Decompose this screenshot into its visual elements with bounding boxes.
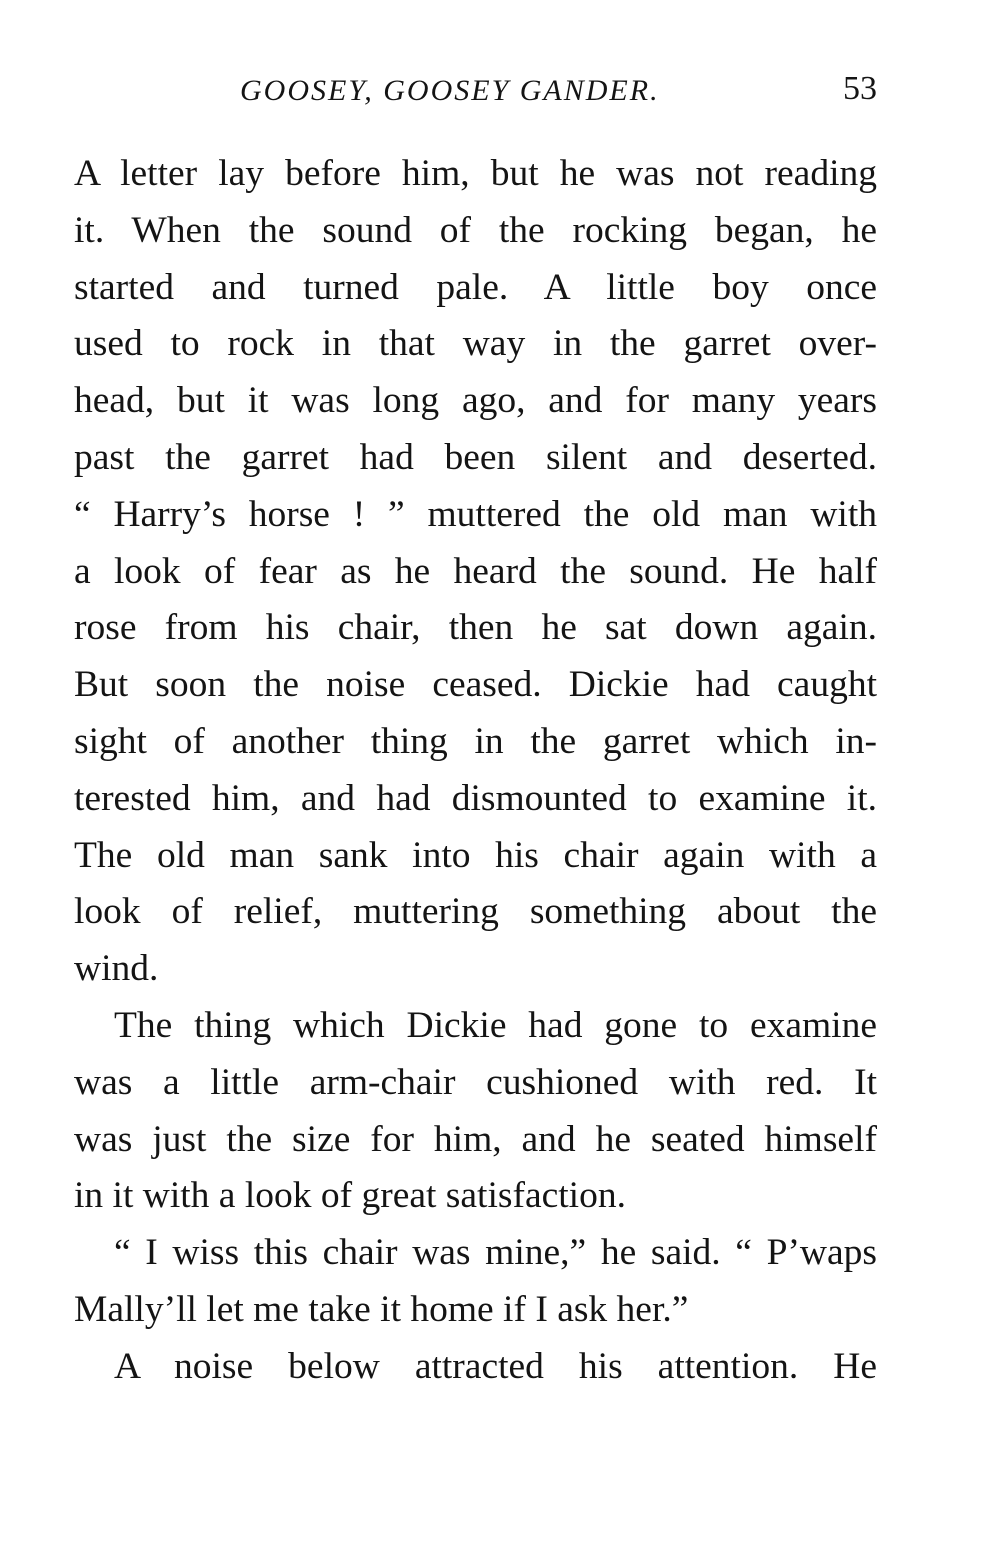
text-line: in it with a look of great satisfaction. — [74, 1175, 626, 1217]
paragraph — [74, 1339, 877, 1396]
text-line: head, but it was long ago, and for many years — [74, 380, 877, 422]
text-line: “ Harry’s horse ! ” muttered the old man with — [74, 493, 877, 535]
text-line: terested him, and had dismounted to examine it. — [74, 777, 877, 819]
text-line: rose from his chair, then he sat down again. — [74, 607, 877, 649]
text-line: used to rock in that way in the garret over- — [74, 323, 877, 365]
text-line: “ I wiss this chair was mine,” he said. “ P’waps — [114, 1232, 877, 1274]
text-line: was just the size for him, and he seated himself — [74, 1118, 877, 1160]
text-line: started and turned pale. A little boy once — [74, 266, 877, 308]
paragraph — [74, 998, 877, 1225]
text-line: But soon the noise ceased. Dickie had caught — [74, 664, 877, 706]
text-line: Mally’ll let me take it home if I ask her.” — [74, 1288, 689, 1330]
text-line: wind. — [74, 948, 159, 990]
text-line: look of relief, muttering something about the — [74, 891, 877, 933]
text-line: A noise below attracted his attention. He — [114, 1345, 877, 1387]
text-line: A letter lay before him, but he was not reading — [74, 153, 877, 194]
body-text — [74, 146, 877, 1396]
paragraph — [74, 1225, 877, 1339]
text-line: was a little arm-chair cushioned with red. It — [74, 1061, 877, 1103]
text-line: it. When the sound of the rocking began, he — [74, 209, 877, 251]
text-line: a look of fear as he heard the sound. He half — [74, 550, 877, 592]
page-header — [74, 68, 877, 118]
text-line: The old man sank into his chair again with a — [74, 834, 877, 876]
page-number: 53 — [843, 70, 877, 107]
paragraph — [74, 146, 877, 998]
running-title: GOOSEY, GOOSEY GANDER. — [240, 74, 660, 107]
text-line: sight of another thing in the garret which in- — [74, 720, 877, 762]
text-line: past the garret had been silent and deserted. — [74, 436, 877, 478]
text-line: The thing which Dickie had gone to examine — [114, 1004, 877, 1046]
